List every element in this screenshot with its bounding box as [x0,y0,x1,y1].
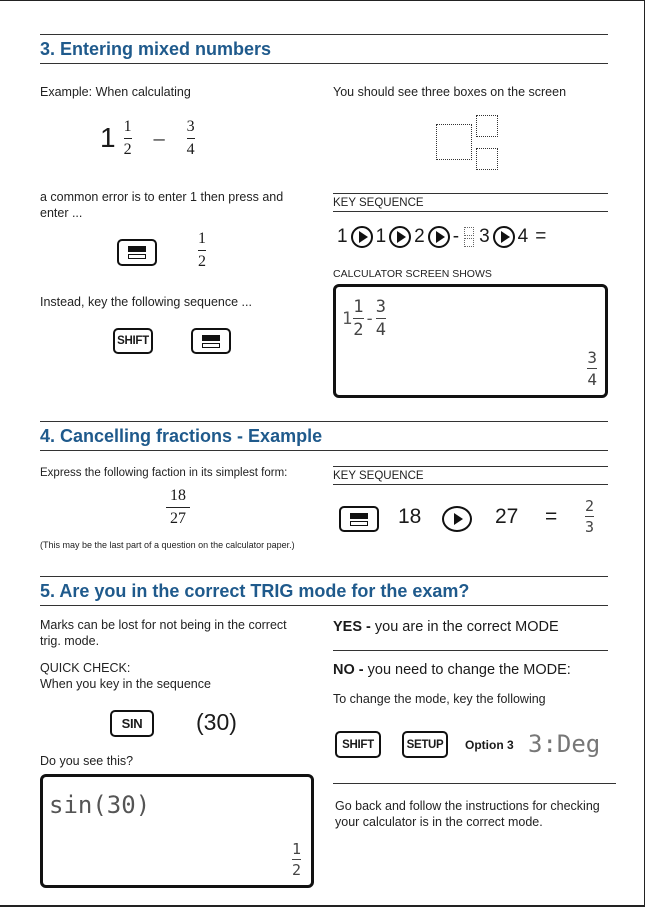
whole-number: 1 [342,308,353,329]
denominator: 4 [186,140,195,158]
denominator: 27 [170,509,186,527]
screen-label: CALCULATOR SCREEN SHOWS [333,268,492,280]
screen-sin-text: sin(30) [49,791,151,819]
key-sequence-label: KEY SEQUENCE [333,197,424,209]
yes-label: YES - [333,619,371,635]
fraction-key[interactable] [191,328,231,354]
fraction-icon [350,513,368,526]
key-sequence-label: KEY SEQUENCE [333,470,424,482]
minus-sign: – [153,125,165,151]
screen-input [342,297,386,340]
shift-key[interactable]: SHIFT [113,328,153,354]
instead-text: Instead, key the following sequence ... [40,295,252,309]
fraction-one-half [124,118,132,158]
three-boxes-icon [434,114,500,174]
denominator: 2 [198,252,206,270]
divider [333,211,608,212]
seq-18: 18 [398,505,422,528]
divider [333,484,608,485]
quick-check: QUICK CHECK: [40,661,131,675]
numerator: 3 [375,297,386,317]
key-1: 1 [337,226,348,247]
mixed-expression [100,118,195,158]
fraction [353,297,363,340]
divider [333,783,616,784]
seq-27: 27 [495,505,519,528]
no-line [333,662,571,678]
numerator: 1 [353,297,364,317]
section-4-heading: 4. Cancelling fractions - Example [40,421,608,451]
deg-display: 3:Deg [528,730,601,758]
screen-result [292,840,301,879]
right-arrow-icon[interactable] [351,226,373,248]
key-1: 1 [375,226,387,247]
divider [333,466,608,467]
fraction [376,297,386,340]
three-boxes-text: You should see three boxes on the screen [333,85,567,99]
calculator-paper-note: (This may be the last part of a question on the calculator paper.) [40,540,295,550]
section-5-heading: 5. Are you in the correct TRIG mode for the exam? [40,576,608,606]
shift-key[interactable]: SHIFT [335,731,381,758]
key-4: 4 [517,226,529,247]
key-2: 2 [414,226,425,247]
option-3-label: Option 3 [465,738,514,752]
fraction-icon [128,246,146,259]
yes-text: you are in the correct MODE [370,619,559,635]
denominator: 2 [291,861,301,879]
setup-key[interactable]: SETUP [402,731,448,758]
calculator-screen-5 [40,774,314,888]
denominator: 2 [123,140,132,158]
key-sequence-3 [337,226,546,248]
fraction-box-icon [464,227,474,247]
error-text: a common error is to enter 1 then press and enter ... [40,190,284,220]
numerator: 3 [186,118,195,135]
fraction-key[interactable] [117,239,157,266]
yes-line [333,619,559,635]
example-text: Example: When calculating [40,85,191,99]
key-minus: - [452,226,460,247]
marks-text: Marks can be lost for not being in the correct trig. mode. [40,618,287,648]
go-back-text: Go back and follow the instructions for checking your calculator is in the correct mode. [335,799,600,829]
numerator: 2 [585,497,595,515]
right-arrow-icon[interactable] [493,226,515,248]
numerator: 3 [587,348,597,367]
no-label: NO - [333,662,364,678]
key-equals: = [535,226,547,247]
fraction-three-quarters [187,118,195,158]
when-text: When you key in the sequence [40,677,211,691]
denominator: 3 [585,518,595,536]
divider [333,193,608,194]
numerator: 18 [170,487,186,504]
section-3-heading: 3. Entering mixed numbers [40,34,608,64]
numerator: 1 [291,840,301,858]
fraction-key[interactable] [339,506,379,532]
right-arrow-icon[interactable] [389,226,411,248]
numerator: 1 [123,118,132,135]
no-text: you need to change the MODE: [363,662,571,678]
denominator: 4 [587,370,597,389]
error-fraction [198,230,206,270]
key-3: 3 [479,226,490,247]
numerator: 1 [198,230,206,247]
equals-sign: = [545,505,558,528]
minus-sign: - [364,308,375,329]
screen-result [587,348,597,389]
divider [333,650,608,651]
whole-number: 1 [100,122,116,154]
result-fraction [585,497,594,536]
to-change-text: To change the mode, key the following [333,692,546,706]
sin-key[interactable]: SIN [110,710,154,737]
argument-30: (30) [196,709,237,735]
calculator-screen-3 [333,284,608,398]
denominator: 4 [375,320,386,340]
fraction-18-27 [166,487,190,527]
do-you-see-text: Do you see this? [40,754,134,768]
express-text: Express the following faction in its simplest form: [40,467,288,479]
fraction-icon [202,335,220,348]
right-arrow-icon[interactable] [442,506,472,532]
denominator: 2 [353,320,364,340]
right-arrow-icon[interactable] [428,226,450,248]
